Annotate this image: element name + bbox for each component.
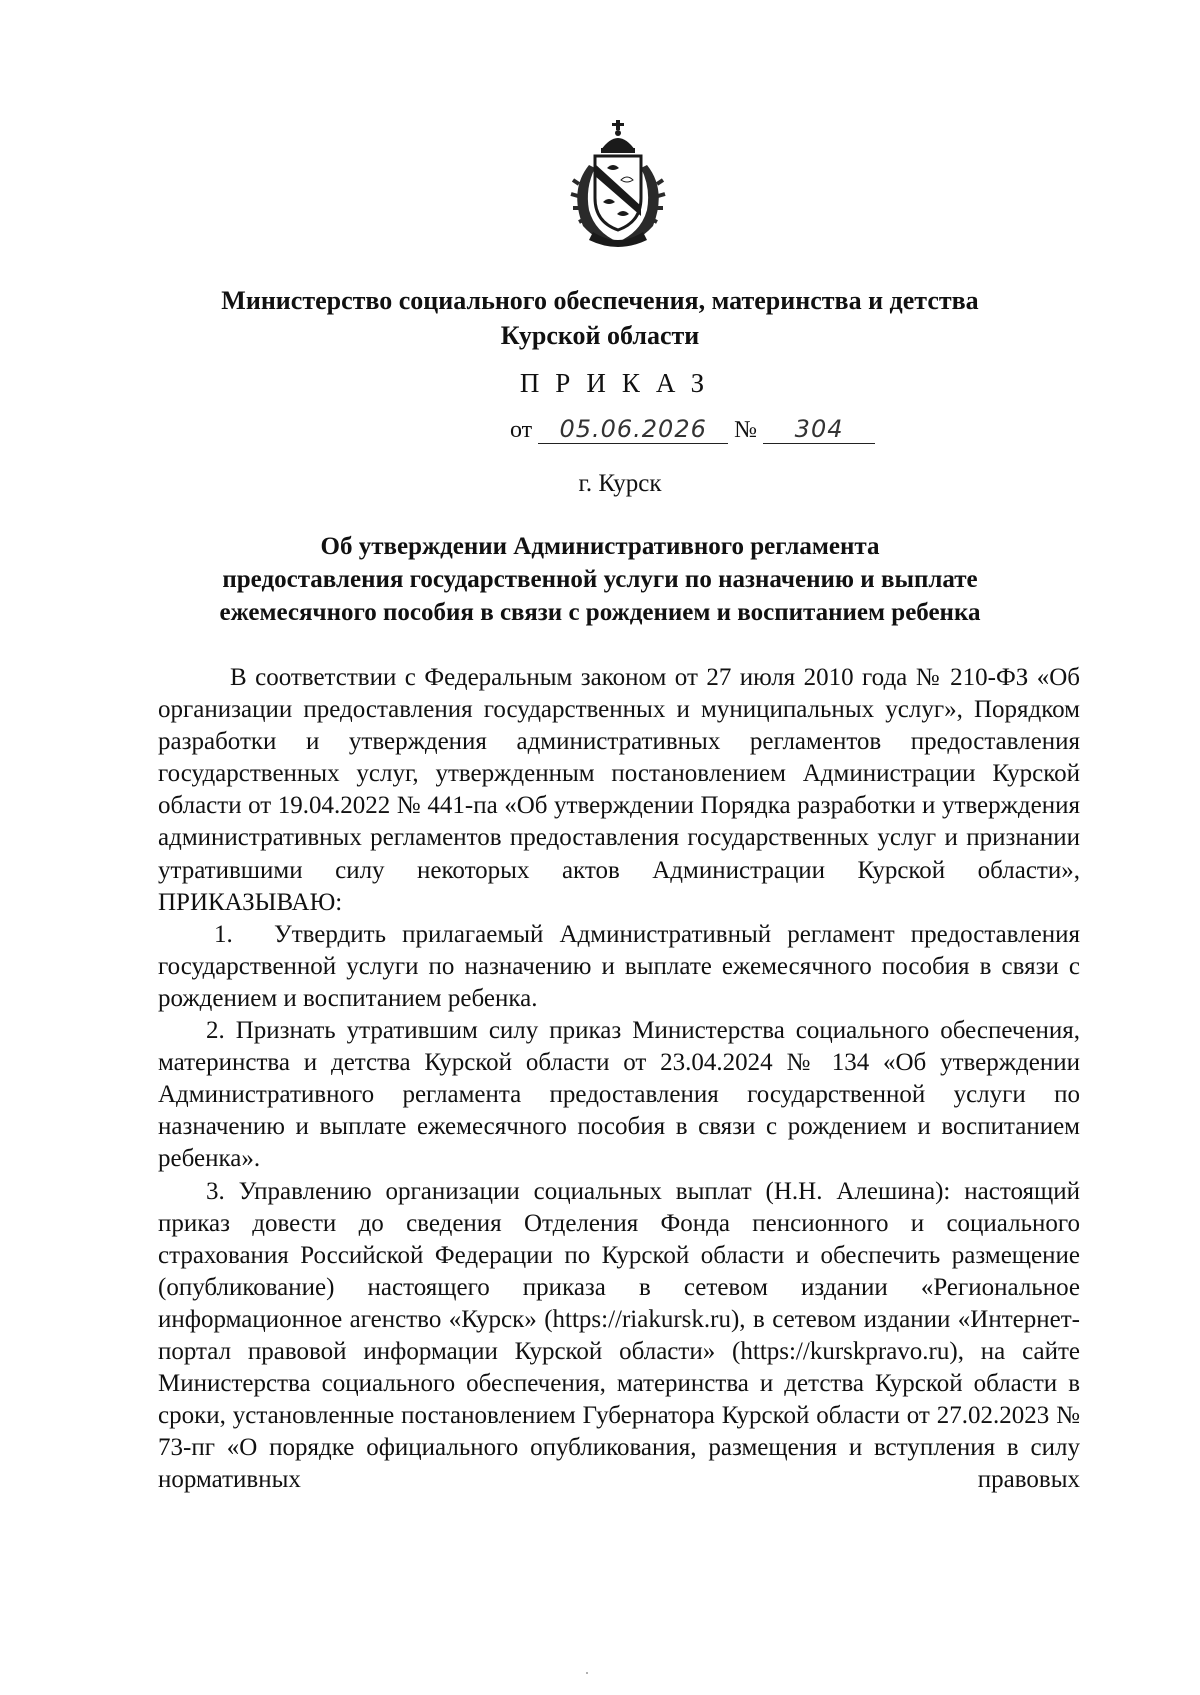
kursk-coat-of-arms-icon <box>555 120 681 248</box>
item-1-number: 1. <box>214 920 233 948</box>
item-2-paragraph: 2. Признать утратившим силу приказ Министерства социального обеспечения, материнства и детства Курской области от 23.04.2024 № 134 «Об утверждении Административного регламента предоставления государственной услуги по назначению и выплате ежемесячного пособия в связи с рождением и воспитанием ребенка». <box>158 1017 1080 1173</box>
date-label: от <box>510 417 533 443</box>
subject-line-2: предоставления государственной услуги по назначению и выплате <box>222 566 978 593</box>
document-body <box>158 662 1080 1496</box>
scan-speck <box>586 1672 588 1674</box>
ministry-name <box>100 283 1100 353</box>
item-3-paragraph: 3. Управлению организации социальных выплат (Н.Н. Алешина): настоящий приказ довести до сведения Отделения Фонда пенсионного и социального страхования Российской Федерации по Курской области и обеспечить размещение (опубликование) настоящего приказа в сетевом издании «Региональное информационное агенство «Курск» (https://riakursk.ru), в сетевом издании «Интернет-портал правовой информации Курской области» (https://kurskpravo.ru), на сайте Министерства социального обеспечения, материнства и детства Курской области в сроки, установленные постановлением Губернатора Курской области от 27.02.2023 № 73-пг «О порядке официального опубликования, размещения и вступления в силу нормативных правовых <box>158 1177 1080 1494</box>
document-type: ПРИКАЗ <box>519 368 721 398</box>
handwritten-number: 304 <box>763 415 875 444</box>
document-subject <box>100 530 1100 629</box>
item-1-text: Утвердить прилагаемый Административный регламент предоставления государственной услуги по назначению и выплате ежемесячного пособия в связи с рождением и воспитанием ребенка. <box>158 920 1080 1012</box>
ministry-line-1: Министерство социального обеспечения, материнства и детства <box>221 286 979 315</box>
city: г. Курск <box>578 470 662 497</box>
date-number-line <box>510 415 875 444</box>
preamble-paragraph: В соответствии с Федеральным законом от 27 июля 2010 года № 210-ФЗ «Об организации предоставления государственных и муниципальных услуг», Порядком разработки и утверждения административных регламентов предоставления государственных услуг, утвержденным постановлением Администрации Курской области от 19.04.2022 № 441-па «Об утверждении Порядка разработки и утверждения административных регламентов предоставления государственных услуг и признании утратившими силу некоторых актов Администрации Курской области», ПРИКАЗЫВАЮ: <box>158 664 1080 916</box>
subject-line-3: ежемесячного пособия в связи с рождением и воспитанием ребенка <box>219 599 981 626</box>
subject-line-1: Об утверждении Административного регламента <box>320 533 880 560</box>
item-1-paragraph <box>158 919 1080 1015</box>
ministry-line-2: Курской области <box>500 321 700 350</box>
number-label: № <box>734 417 758 443</box>
handwritten-date: 05.06.2026 <box>538 415 728 444</box>
